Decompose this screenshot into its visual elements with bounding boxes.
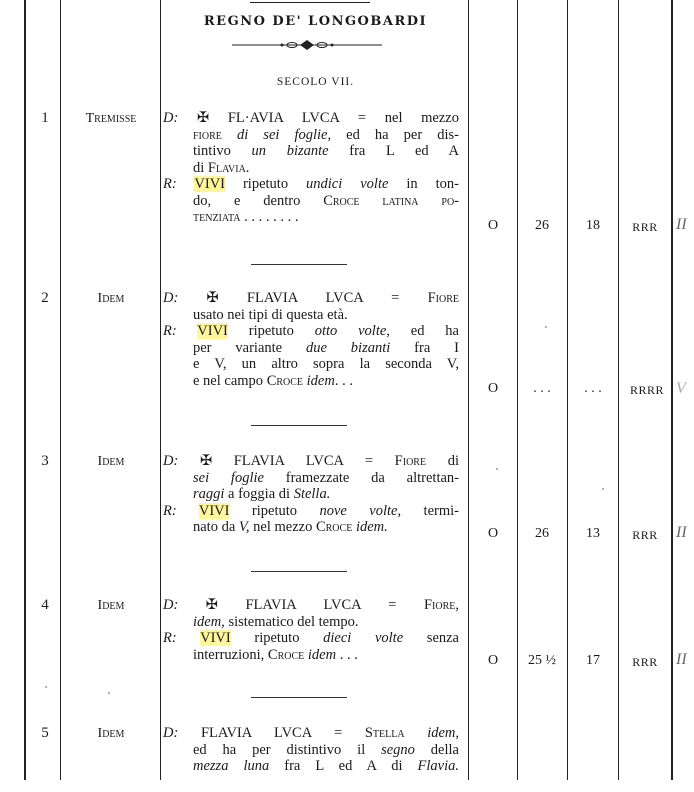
metal-value: O — [487, 526, 499, 541]
desc-line: fiore di sei foglie, ed ha per dis- — [193, 126, 459, 143]
rarity-value: RRR — [632, 655, 658, 669]
entry-separator — [251, 425, 347, 426]
entry-separator — [251, 697, 347, 698]
scan-speck — [545, 326, 547, 328]
entry-number: 1 — [41, 110, 49, 126]
entry-denomination: Idem — [97, 726, 125, 741]
edge-glyph: II — [676, 651, 687, 668]
column-rule-weight — [618, 0, 619, 780]
desc-line: D: ✠ FLAVIA LVCA = Fiore di — [163, 453, 459, 469]
metal-value: O — [487, 653, 499, 668]
desc-line: tintivo un bizante fra L ed A — [193, 143, 459, 159]
desc-line: D: ✠ FLAVIA LVCA = Fiore — [163, 290, 459, 306]
desc-line: D: FLAVIA LVCA = Stella idem, — [163, 725, 459, 741]
rarity-value: RRR — [632, 220, 658, 234]
metal-value: O — [487, 218, 499, 233]
entry-number: 2 — [41, 290, 49, 306]
highlight-vivi: VIVI — [197, 323, 228, 339]
desc-line: D: ✠ FL·AVIA LVCA = nel mezzo — [163, 110, 459, 126]
entry-description — [163, 290, 459, 389]
entry-separator — [251, 571, 347, 572]
desc-line: R: VIVI ripetuto dieci volte senza — [163, 630, 459, 646]
entry-denomination: Idem — [97, 598, 125, 613]
column-rule-description — [468, 0, 469, 780]
entry-description — [163, 597, 459, 663]
diameter-value: 26 — [535, 526, 549, 541]
scan-speck — [45, 686, 47, 688]
century-heading: SECOLO VII. — [276, 76, 355, 88]
metal-value: O — [487, 381, 499, 396]
weight-value: 13 — [586, 526, 600, 541]
desc-line: sei foglie framezzate da altrettan- — [193, 469, 459, 486]
column-rule-header-top — [250, 2, 370, 3]
entry-number: 3 — [41, 453, 49, 469]
column-rule-denomination — [160, 0, 161, 780]
diameter-value: 26 — [535, 218, 549, 233]
desc-line: D: ✠ FLAVIA LVCA = Fiore, — [163, 597, 459, 613]
desc-line: ed ha per distintivo il segno della — [193, 741, 459, 758]
scan-speck — [602, 488, 604, 490]
diameter-value: 25 ½ — [528, 653, 556, 668]
scan-speck — [496, 468, 498, 470]
highlight-vivi: VIVI — [194, 176, 225, 192]
entry-separator — [251, 264, 347, 265]
page-title: REGNO DE' LONGOBARDI — [203, 14, 428, 29]
entry-description — [163, 110, 459, 226]
entry-number: 5 — [41, 725, 49, 741]
ornament-divider — [232, 40, 382, 50]
entry-denomination: Tremisse — [85, 111, 137, 126]
desc-line: e nel campo Croce idem. . . — [193, 372, 353, 389]
scan-speck — [108, 692, 110, 694]
desc-line: per variante due bizanti fra I — [193, 339, 459, 356]
desc-line: R: VIVI ripetuto undici volte in ton- — [163, 176, 459, 192]
desc-line: e V, un altro sopra la seconda V, — [193, 356, 459, 372]
highlight-vivi: VIVI — [200, 630, 231, 646]
desc-line: do, e dentro Croce latina po- — [193, 192, 459, 209]
edge-glyph: II — [676, 524, 687, 541]
desc-line: usato nei tipi di questa età. — [193, 306, 348, 323]
desc-line: di Flavia. — [193, 159, 250, 176]
weight-value: 18 — [586, 218, 600, 233]
entry-number: 4 — [41, 597, 49, 613]
entry-denomination: Idem — [97, 454, 125, 469]
rarity-value: RRRR — [629, 383, 664, 397]
column-rule-diameter — [567, 0, 568, 780]
desc-line: idem, sistematico del tempo. — [193, 613, 359, 630]
entry-description — [163, 453, 459, 536]
desc-line: interruzioni, Croce idem . . . — [193, 646, 358, 663]
edge-glyph: II — [676, 216, 687, 233]
desc-line: nato da V, nel mezzo Croce idem. — [193, 519, 388, 535]
weight-value: 17 — [586, 653, 600, 668]
desc-line: tenziata . . . . . . . . — [193, 209, 299, 225]
entry-denomination: Idem — [97, 291, 125, 306]
weight-value: . . . — [584, 381, 602, 396]
desc-line: R: VIVI ripetuto nove volte, termi- — [163, 502, 459, 519]
column-rule-number — [60, 0, 61, 780]
desc-line: R: VIVI ripetuto otto volte, ed ha — [163, 323, 459, 339]
desc-line: raggi a foggia di Stella. — [193, 486, 331, 502]
edge-glyph: V — [676, 380, 686, 397]
entry-description — [163, 725, 459, 775]
rarity-value: RRR — [632, 528, 658, 542]
column-rule-left — [24, 0, 26, 780]
desc-line: mezza luna fra L ed A di Flavia. — [193, 758, 459, 774]
highlight-vivi: VIVI — [198, 502, 230, 519]
diameter-value: . . . — [533, 381, 551, 396]
